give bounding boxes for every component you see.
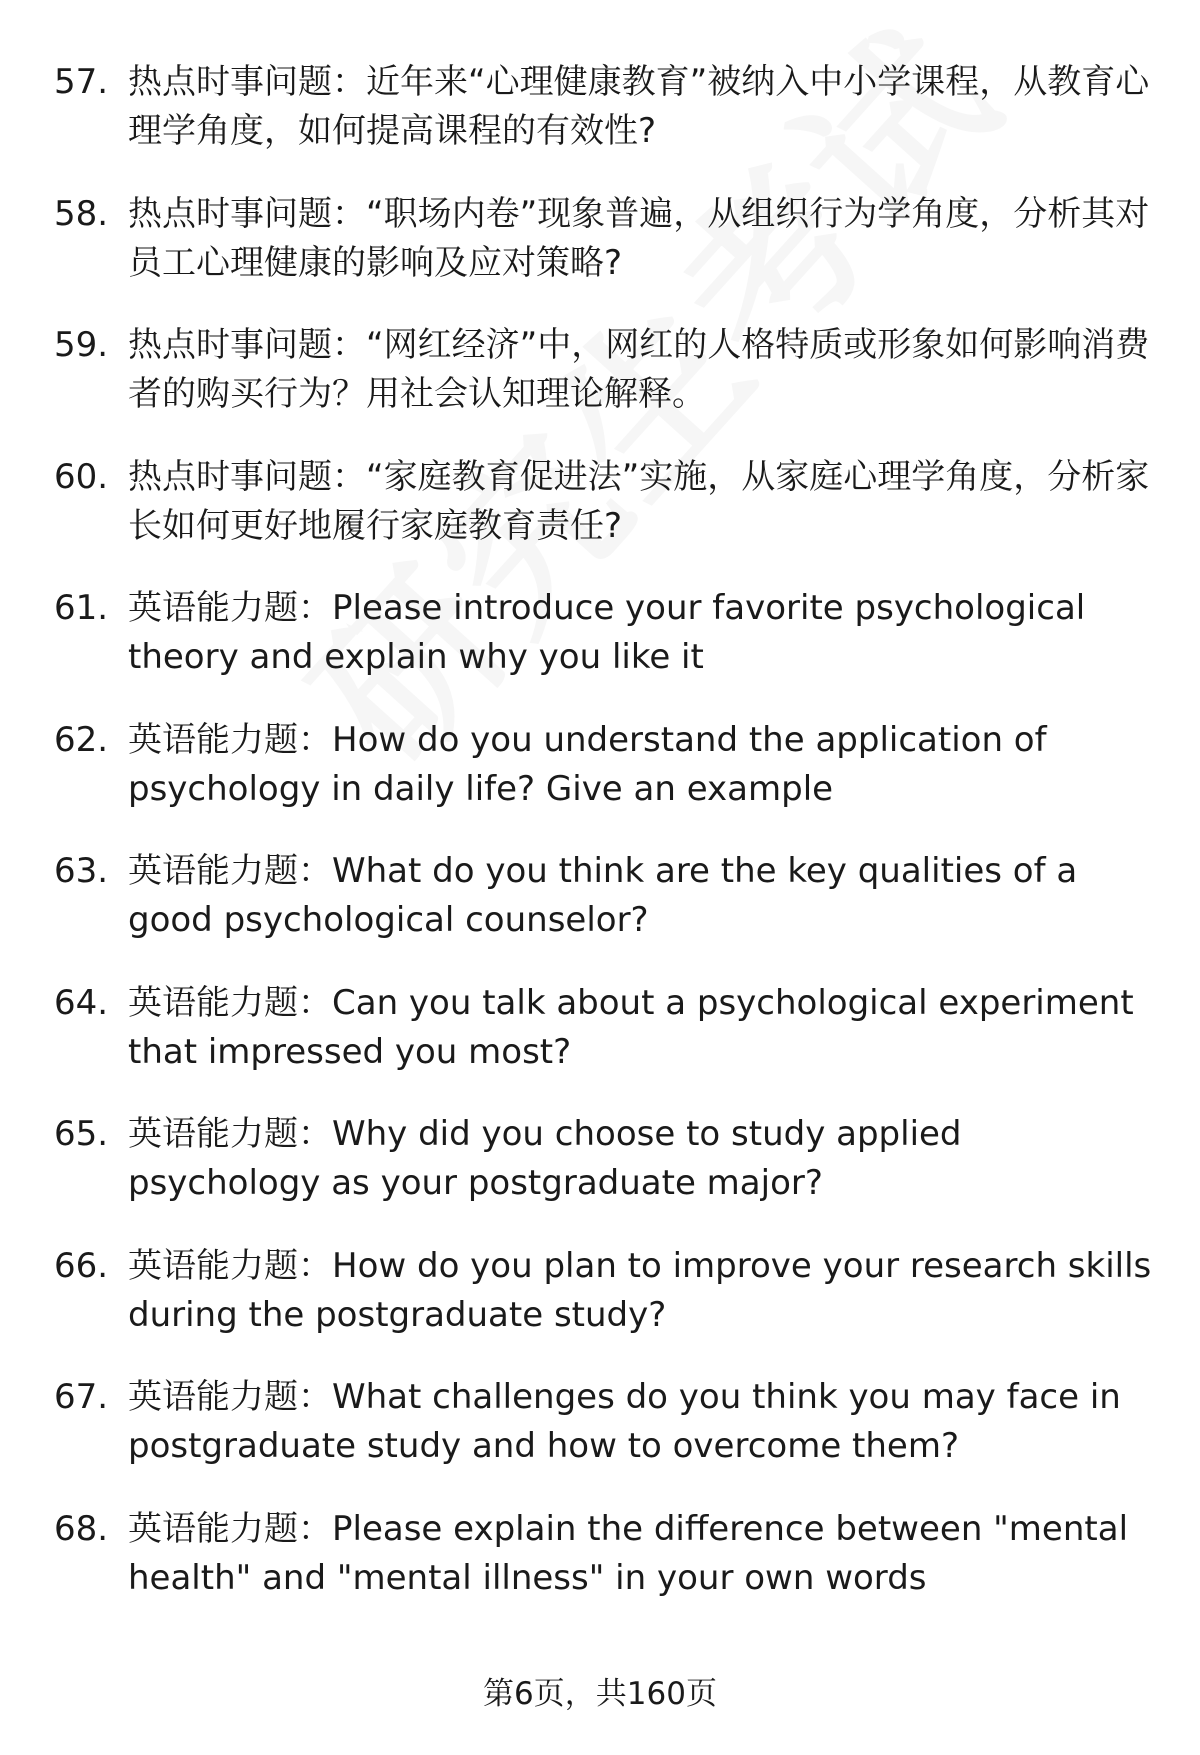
question-number: 62. xyxy=(54,719,109,760)
question-text: 英语能力题：Please explain the difference between "mental health" and "mental illness" in your own words xyxy=(128,1508,1129,1598)
question-number: 61. xyxy=(54,588,109,628)
page-footer xyxy=(0,1674,1200,1714)
question-number: 67. xyxy=(54,1377,109,1417)
question-number: 57. xyxy=(54,62,109,102)
question-item xyxy=(0,321,1200,453)
question-text: 热点时事问题：“网红经济”中，网红的人格特质或形象如何影响消费者的购买行为？用社会认知理论解释。 xyxy=(128,325,1150,414)
question-item xyxy=(0,716,1200,848)
question-text: 热点时事问题：“家庭教育促进法”实施，从家庭心理学角度，分析家长如何更好地履行家庭教育责任? xyxy=(128,456,1150,546)
question-text: 热点时事问题：“职场内卷”现象普遍，从组织行为学角度，分析其对员工心理健康的影响及应对策略? xyxy=(128,193,1150,283)
page-indicator: 第6页，共160页 xyxy=(483,1676,717,1712)
question-number: 60. xyxy=(54,456,109,497)
question-item xyxy=(0,847,1200,979)
question-item xyxy=(0,58,1200,190)
question-item xyxy=(0,1373,1200,1505)
question-item xyxy=(0,584,1200,716)
question-text: 热点时事问题：近年来“心理健康教育”被纳入中小学课程，从教育心理学角度，如何提高课程的有效性? xyxy=(128,62,1150,151)
question-number: 64. xyxy=(54,982,109,1023)
question-text: 英语能力题：Please introduce your favorite psychological theory and explain why you like it xyxy=(128,588,1086,677)
question-item xyxy=(0,979,1200,1111)
question-number: 66. xyxy=(54,1245,109,1286)
question-number: 63. xyxy=(54,851,109,891)
question-item xyxy=(0,1505,1200,1637)
question-item xyxy=(0,1110,1200,1242)
question-number: 68. xyxy=(54,1508,109,1549)
question-list xyxy=(0,58,1200,1636)
question-text: 英语能力题：Why did you choose to study applied psychology as your postgraduate major? xyxy=(128,1114,962,1203)
question-item xyxy=(0,190,1200,322)
question-number: 58. xyxy=(54,193,109,234)
question-text: 英语能力题：What do you think are the key qualities of a good psychological counselor? xyxy=(128,851,1078,940)
question-item xyxy=(0,453,1200,585)
question-text: 英语能力题：Can you talk about a psychological experiment that impressed you most? xyxy=(128,982,1134,1072)
question-item xyxy=(0,1242,1200,1374)
question-text: 英语能力题：How do you understand the application of psychology in daily life? Give an example xyxy=(128,719,1047,809)
question-text: 英语能力题：What challenges do you think you may face in postgraduate study and how to overcome them? xyxy=(128,1377,1121,1466)
question-text: 英语能力题：How do you plan to improve your research skills during the postgraduate study? xyxy=(128,1245,1152,1335)
question-number: 65. xyxy=(54,1114,109,1154)
question-number: 59. xyxy=(54,325,109,365)
